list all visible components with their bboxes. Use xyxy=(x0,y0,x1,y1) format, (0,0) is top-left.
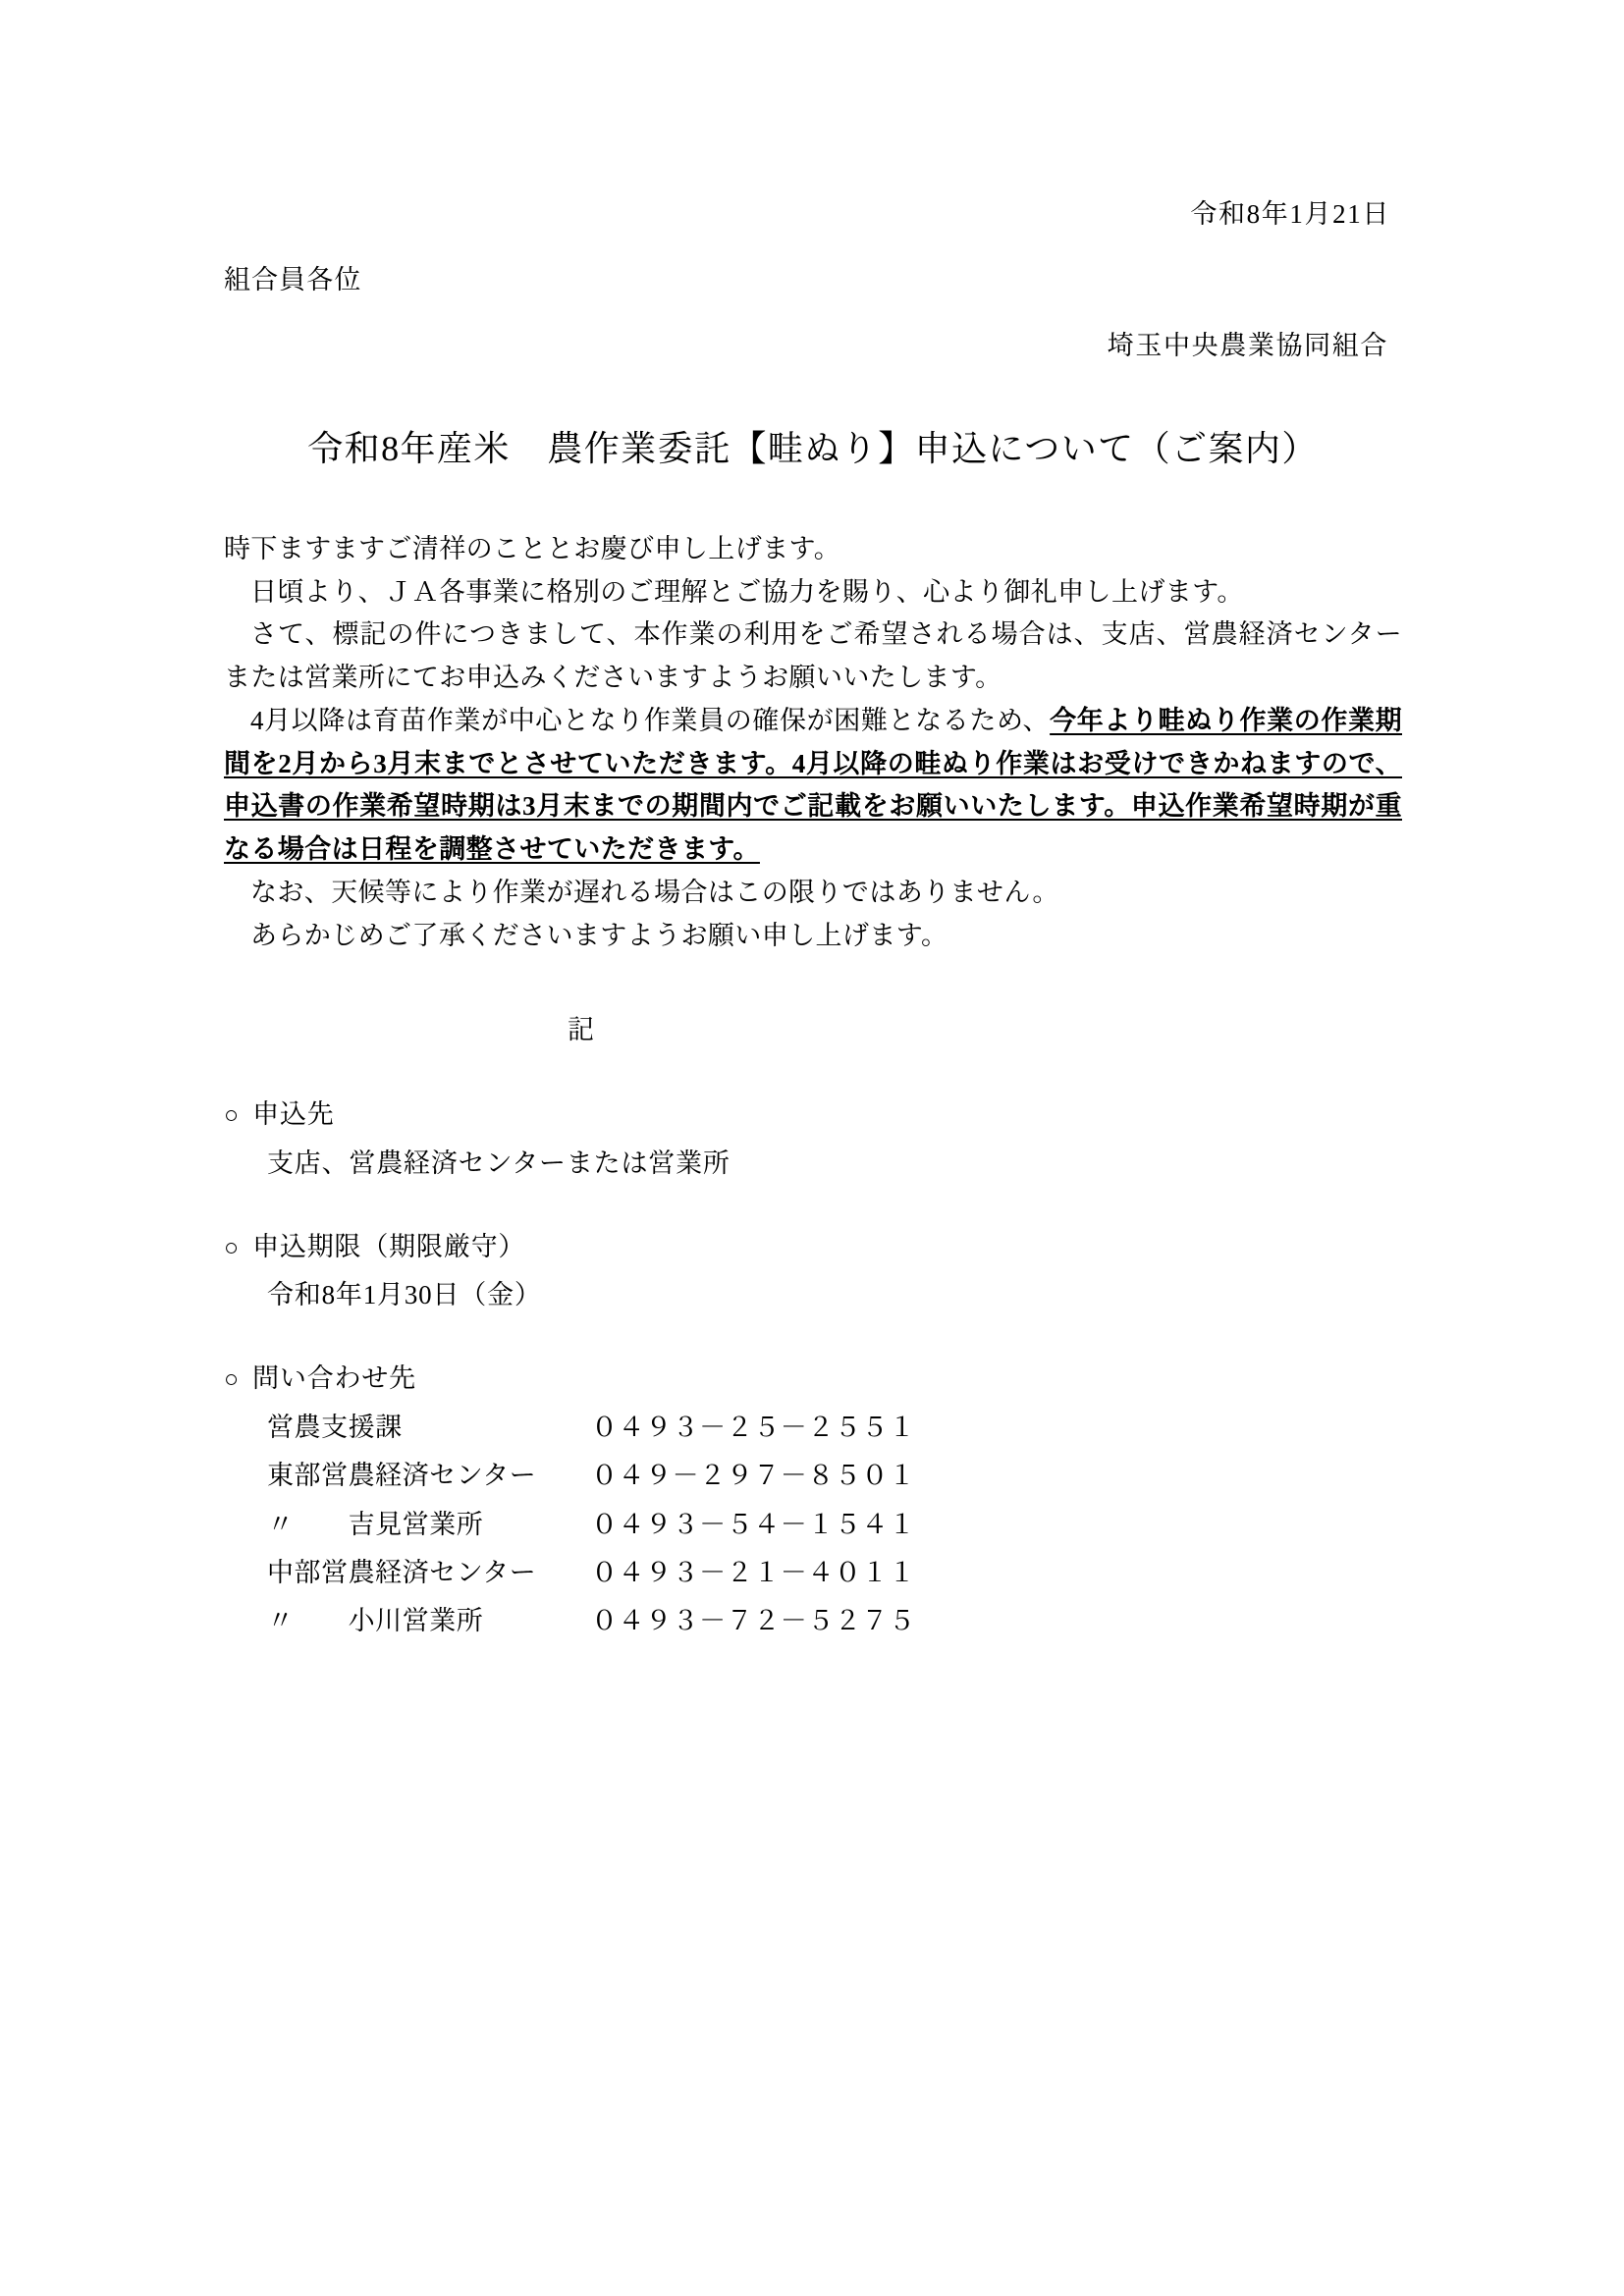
circle-bullet-icon: ○ xyxy=(224,1234,240,1261)
paragraph-schedule xyxy=(224,700,1402,872)
circle-bullet-icon: ○ xyxy=(224,1366,240,1394)
item-heading xyxy=(224,1358,1402,1400)
table-row xyxy=(224,1452,915,1500)
paragraph-application: さて、標記の件につきまして、本作業の利用をご希望される場合は、支店、営農経済センターまたは営業所にてお申込みくださいますようお願いいたします。 xyxy=(224,619,1402,693)
contact-name: 東部営農経済センター xyxy=(267,1461,537,1491)
addressee: 組合員各位 xyxy=(224,265,362,294)
item-title: 申込期限（期限厳守） xyxy=(252,1231,526,1261)
ki-mark: 記 xyxy=(568,1015,597,1045)
item-deadline xyxy=(224,1226,1402,1316)
table-row xyxy=(224,1501,915,1549)
schedule-emphasis: 今年より畦ぬり作業の作業期間を2月から3月末までとさせていただきます。4月以降の畦ぬり作業はお受けできかねますので、申込書の作業希望時期は3月末までの期間内でご記載をお願いいたします。申込作業希望時期が重なる場合は日程を調整させていただきます。 xyxy=(224,705,1402,865)
table-row xyxy=(224,1597,915,1645)
contact-name: 中部営農経済センター xyxy=(267,1557,537,1587)
paragraph-weather-note: なお、天候等により作業が遅れる場合はこの限りではありません。 xyxy=(250,877,1059,907)
contact-phone: ０４９３－５４－１５４１ xyxy=(591,1509,916,1539)
paragraph-closing: あらかじめご了承くださいますようお願い申し上げます。 xyxy=(250,920,948,950)
item-application-place xyxy=(224,1094,1402,1184)
circle-bullet-icon: ○ xyxy=(224,1102,240,1130)
paragraph-greeting: 時下ますますご清祥のこととお慶び申し上げます。 xyxy=(224,534,841,563)
table-row xyxy=(224,1549,915,1597)
contact-table xyxy=(224,1404,915,1645)
item-body: 令和8年1月30日（金） xyxy=(267,1279,542,1309)
contact-phone: ０４９－２９７－８５０１ xyxy=(591,1461,916,1491)
page-title: 令和8年産米 農作業委託【畦ぬり】申込について（ご案内） xyxy=(307,429,1319,468)
contact-name: 〃 吉見営業所 xyxy=(267,1509,484,1539)
item-heading xyxy=(224,1226,1402,1268)
table-row xyxy=(224,1404,915,1452)
paragraph-thanks: 日頃より、ＪＡ各事業に格別のご理解とご協力を賜り、心より御礼申し上げます。 xyxy=(250,576,1244,607)
contact-name: 営農支援課 xyxy=(267,1413,403,1443)
item-heading xyxy=(224,1094,1402,1136)
item-body: 支店、営農経済センターまたは営業所 xyxy=(267,1148,731,1178)
contact-name: 〃 小川営業所 xyxy=(267,1606,484,1636)
contact-phone: ０４９３－７２－５２７５ xyxy=(591,1606,916,1636)
schedule-lead: 4月以降は育苗作業が中心となり作業員の確保が困難となるため、 xyxy=(250,705,1051,735)
item-title: 問い合わせ先 xyxy=(252,1363,416,1394)
item-list xyxy=(224,1094,1402,1645)
contact-phone: ０４９３－２５－２５５１ xyxy=(591,1413,916,1443)
contact-phone: ０４９３－２１－４０１１ xyxy=(591,1557,916,1587)
item-title: 申込先 xyxy=(252,1099,335,1130)
body-text xyxy=(224,528,1402,957)
sender-organization: 埼玉中央農業協同組合 xyxy=(1107,331,1388,360)
document-content xyxy=(224,0,1402,1686)
document-date: 令和8年1月21日 xyxy=(1190,199,1390,229)
item-contact xyxy=(224,1358,1402,1645)
